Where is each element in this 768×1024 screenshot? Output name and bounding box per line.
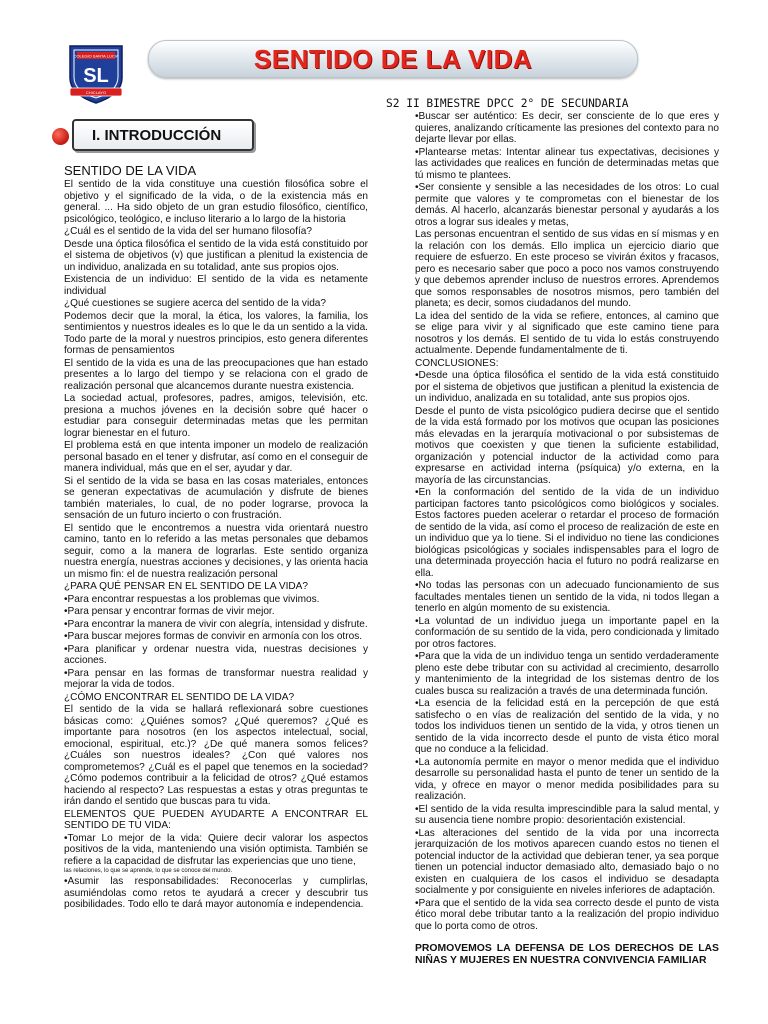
paragraph: ELEMENTOS QUE PUEDEN AYUDARTE A ENCONTRAR EL SENTIDO DE TU VIDA:	[64, 808, 368, 831]
left-paragraphs	[64, 179, 368, 867]
paragraph: •Para buscar mejores formas de convivir en armonía con los otros.	[64, 631, 363, 642]
paragraph: El sentido que le encontremos a nuestra vida orientará nuestro camino, tanto en lo referido a las metas personales que debamos seguir, como a la manera de lograrlas. Este sentido organiza nuestra energía, nuestras acciones y decisiones, y las orienta hacia un mismo fin: el de nuestra realización personal	[64, 522, 368, 580]
paragraph: •Buscar ser auténtico: Es decir, ser consciente de lo que eres y quieres, analizando críticamente las presiones del contexto para no dejarte llevar por ellas.	[415, 111, 719, 145]
paragraph: •La voluntad de un individuo juega un importante papel en la conformación de su sentido de la vida, pero condicionada y limitado por otros factores.	[415, 615, 719, 650]
paragraph: •Ser consiente y sensible a las necesidades de los otros: Lo cual permite que valores y te comprometas con el bienestar de los demás. Al hacerlo, alcanzarás bienestar personal y ayudarás a los otros a lograr sus ideales y metas,	[415, 182, 719, 228]
paragraph: •En la conformación del sentido de la vida de un individuo participan factores tanto psicológicos como biológicos y sociales. Estos factores pueden acelerar o retardar el proceso de formación de sentido de la vida, así como el proceso de realización de este en un individuo que ya lo tiene. Si el individuo no tiene las condiciones biológicas psicológicas y sociales indispensables para el logro de una determinada proyección hacia el futuro no podrá realizarse en ella.	[415, 487, 719, 579]
section-heading: I. INTRODUCCIÓN	[92, 126, 222, 144]
paragraph: •Tomar Lo mejor de la vida: Quiere decir valorar los aspectos positivos de la vida, manteniendo una visión optimista. También se refiere a la capacidad de disfrutar las experiencias que uno tiene,	[64, 832, 368, 867]
paragraph: •No todas las personas con un adecuado funcionamiento de sus facultades mentales tienen un sentido de la vida, ni todos llegan a tenerlo en algún momento de su existencia.	[415, 580, 719, 614]
paragraph: ¿Qué cuestiones se sugiere acerca del sentido de la vida?	[64, 298, 327, 309]
crest-monogram: SL	[83, 65, 109, 87]
paragraph: ¿Cuál es el sentido de la vida del ser humano filosofía?	[64, 226, 313, 237]
course-subheader: S2 II BIMESTRE DPCC 2° DE SECUNDARIA	[386, 97, 629, 110]
paragraph: •Desde una óptica filosófica el sentido de la vida está constituido por el sistema de objetivos que justifican a plenitud la existencia de un individuo, analizada en su totalidad, ante sus propios ojos.	[415, 370, 719, 404]
paragraph: •Para encontrar respuestas a los problemas que vivimos.	[64, 593, 320, 605]
paragraph: •Para que la vida de un individuo tenga un sentido verdaderamente pleno este debe tributar con su actividad al crecimiento, desarrollo y mantenimiento de la integridad de los sistemas dentro de los cuales busca su realización a través de una determinada función.	[415, 651, 719, 697]
paragraph: CONCLUSIONES:	[415, 357, 499, 369]
paragraph: La sociedad actual, profesores, padres, amigos, televisión, etc. presiona a muchos jóvenes en la decisión sobre qué hacer o estudiar para conseguir determinadas metas que les permitan lograr bienestar en el futuro.	[64, 393, 368, 439]
paragraph: •Plantearse metas: Intentar alinear tus expectativas, decisiones y las actividades que realices en función de determinadas metas que tú mismo te plantees.	[415, 146, 719, 181]
right-column	[415, 111, 719, 968]
paragraph: Existencia de un individuo: El sentido de la vida es netamente individual	[64, 274, 368, 297]
paragraph: •Para pensar en las formas de transformar nuestra realidad y mejorar la vida de todos.	[64, 667, 368, 690]
paragraph: •El sentido de la vida resulta imprescindible para la salud mental, y su ausencia tiene nombre propio: desorientación existencial.	[415, 803, 719, 826]
paragraph: ¿CÓMO ENCONTRAR EL SENTIDO DE LA VIDA?	[64, 691, 295, 703]
paragraph: Desde una óptica filosófica el sentido de la vida está constituido por el sistema de objetivos (v) que justifican a plenitud la existencia de un individuo, analizada en su totalidad, ante sus propios ojos.	[64, 238, 368, 273]
section-heading-box	[72, 119, 254, 151]
paragraph: •La autonomía permite en mayor o menor medida que el individuo desarrolle su personalidad hasta el punto de tener un sentido de la vida, y ofrece en mayor o menor medida posibilidades para su realización.	[415, 756, 719, 802]
paragraph: El sentido de la vida se hallará reflexionará sobre cuestiones básicas como: ¿Quiénes somos? ¿Qué queremos? ¿Qué es importante para nosotros (en los aspectos intelectual, social, emocional, espiritual, etc.)? ¿De qué manera somos felices? ¿Cuáles son nuestros ideales? ¿Con qué valores nos comprometemos? ¿Cuál es el papel que tenemos en la sociedad? ¿Cómo podemos contribuir a la felicidad de otros? ¿Qué estamos haciendo al respecto? Las respuestas a estas y otras preguntas te irán dando el sentido que buscas para tu vida.	[64, 704, 368, 807]
right-paragraphs	[415, 111, 719, 932]
left-column	[64, 164, 368, 912]
paragraph: El sentido de la vida constituye una cuestión filosófica sobre el objetivo y el significado de la vida, o de la existencia más en general. ... Ha sido objeto de un gran estudio filosófico, científico, psicológico, teológico, e incluso literario a lo largo de la historia	[64, 179, 368, 225]
small-note: las relaciones, lo que se aprende, lo que se conoce del mundo.	[64, 868, 233, 874]
closing-statement: PROMOVEMOS LA DEFENSA DE LOS DERECHOS DE LAS NIÑAS Y MUJERES EN NUESTRA CONVIVENCIA FAMILIAR	[415, 943, 719, 966]
paragraph: El sentido de la vida es una de las preocupaciones que han estado presentes a lo largo del tiempo y se relaciona con el grado de realización personal que alcancemos durante nuestra existencia.	[64, 357, 368, 392]
paragraph: •La esencia de la felicidad está en la percepción de que está satisfecho o en vías de realización del sentido de la vida, y no todos los individuos tienen un sentido de la vida, y otros tienen un sentido de la vida incorrecto desde el punto de vista ético moral que no conduce a la felicidad.	[415, 698, 719, 755]
school-crest-logo	[66, 44, 126, 104]
paragraph: Podemos decir que la moral, la ética, los valores, la familia, los sentimientos y nuestros ideales es lo que le da un sentido a la vida. Todo parte de la moral y nuestros principios, esto genera diferentes formas de pensamientos	[64, 310, 368, 356]
crest-bottom-text: CHICLAYO	[85, 90, 107, 95]
crest-top-text: COLEGIO SANTA LUCIA	[73, 53, 119, 59]
paragraph: La idea del sentido de la vida se refiere, entonces, al camino que se elige para vivir y al significado que este camino tiene para nosotros y los demás. El sentido de tu vida lo estás construyendo actualmente. Depende fundamentalmente de ti.	[415, 310, 719, 356]
paragraph: •Para que el sentido de la vida sea correcto desde el punto de vista ético moral debe tributar tanto a la realización del propio individuo que lo porta como de otros.	[415, 897, 719, 932]
paragraph: Las personas encuentran el sentido de sus vidas en sí mismas y en la relación con los demás. Ello implica un ejercicio diario que requiere de esfuerzo. En este proceso se vivirán éxitos y fracasos, pero es necesario saber que poco a poco nos vamos construyendo y que debemos aprender incluso de nuestros errores. Aprendemos que somos responsables de nosotros mismos, pero también del planeta; es decir, somos ciudadanos del mundo.	[415, 229, 719, 309]
paragraph: Si el sentido de la vida se basa en las cosas materiales, entonces se generan expectativas de acumulación y disfrute de bienes también materiales, lo cual, de no poder lograrse, provoca la sensación de un futuro incierto o con frustración.	[64, 475, 368, 521]
paragraph: •Para pensar y encontrar formas de vivir mejor.	[64, 606, 275, 617]
paragraph: ¿PARA QUÉ PENSAR EN EL SENTIDO DE LA VIDA?	[64, 581, 309, 592]
left-subtitle: SENTIDO DE LA VIDA	[64, 163, 197, 178]
paragraph: El problema está en que intenta imponer un modelo de realización personal basado en el tener y disfrutar, así como en el conseguir de manera individual, más que en el ser, ayudar y dar.	[64, 440, 368, 474]
paragraph: •Asumir las responsabilidades: Reconocerlas y cumplirlas, asumiéndolas como retos te ayudará a crecer y descubrir tus posibilidades. Todo ello te dará mayor autonomía e independencia.	[64, 876, 368, 910]
paragraph: •Las alteraciones del sentido de la vida por una incorrecta jerarquización de los motivos aparecen cuando estos no tienen el potencial inductor de la actividad que debieran tener, ya sea porque tienen un potencial inductor demasiado alto, demasiado bajo o no existen en cualquiera de los casos el individuo se desadapta socialmente y por consiguiente en niveles inferiores de adaptación.	[415, 827, 719, 896]
page-title: SENTIDO DE LA VIDA	[253, 43, 533, 74]
paragraph: •Para planificar y ordenar nuestra vida, nuestras decisiones y acciones.	[64, 643, 368, 666]
paragraph: Desde el punto de vista psicológico pudiera decirse que el sentido de la vida está formado por los motivos que ocupan las posiciones más elevadas en la jerarquía motivacional o por subsistemas de motivos que coexisten y que tienen la suficiente estabilidad, organización y potencial inductor de la actividad como para expresarse en actividad interna (psíquica) y/o externa, en la mayoría de las circunstancias.	[415, 405, 719, 486]
red-bullet-icon	[52, 128, 69, 145]
paragraph: •Para encontrar la manera de vivir con alegría, intensidad y disfrute.	[64, 618, 368, 630]
title-banner	[148, 40, 638, 78]
